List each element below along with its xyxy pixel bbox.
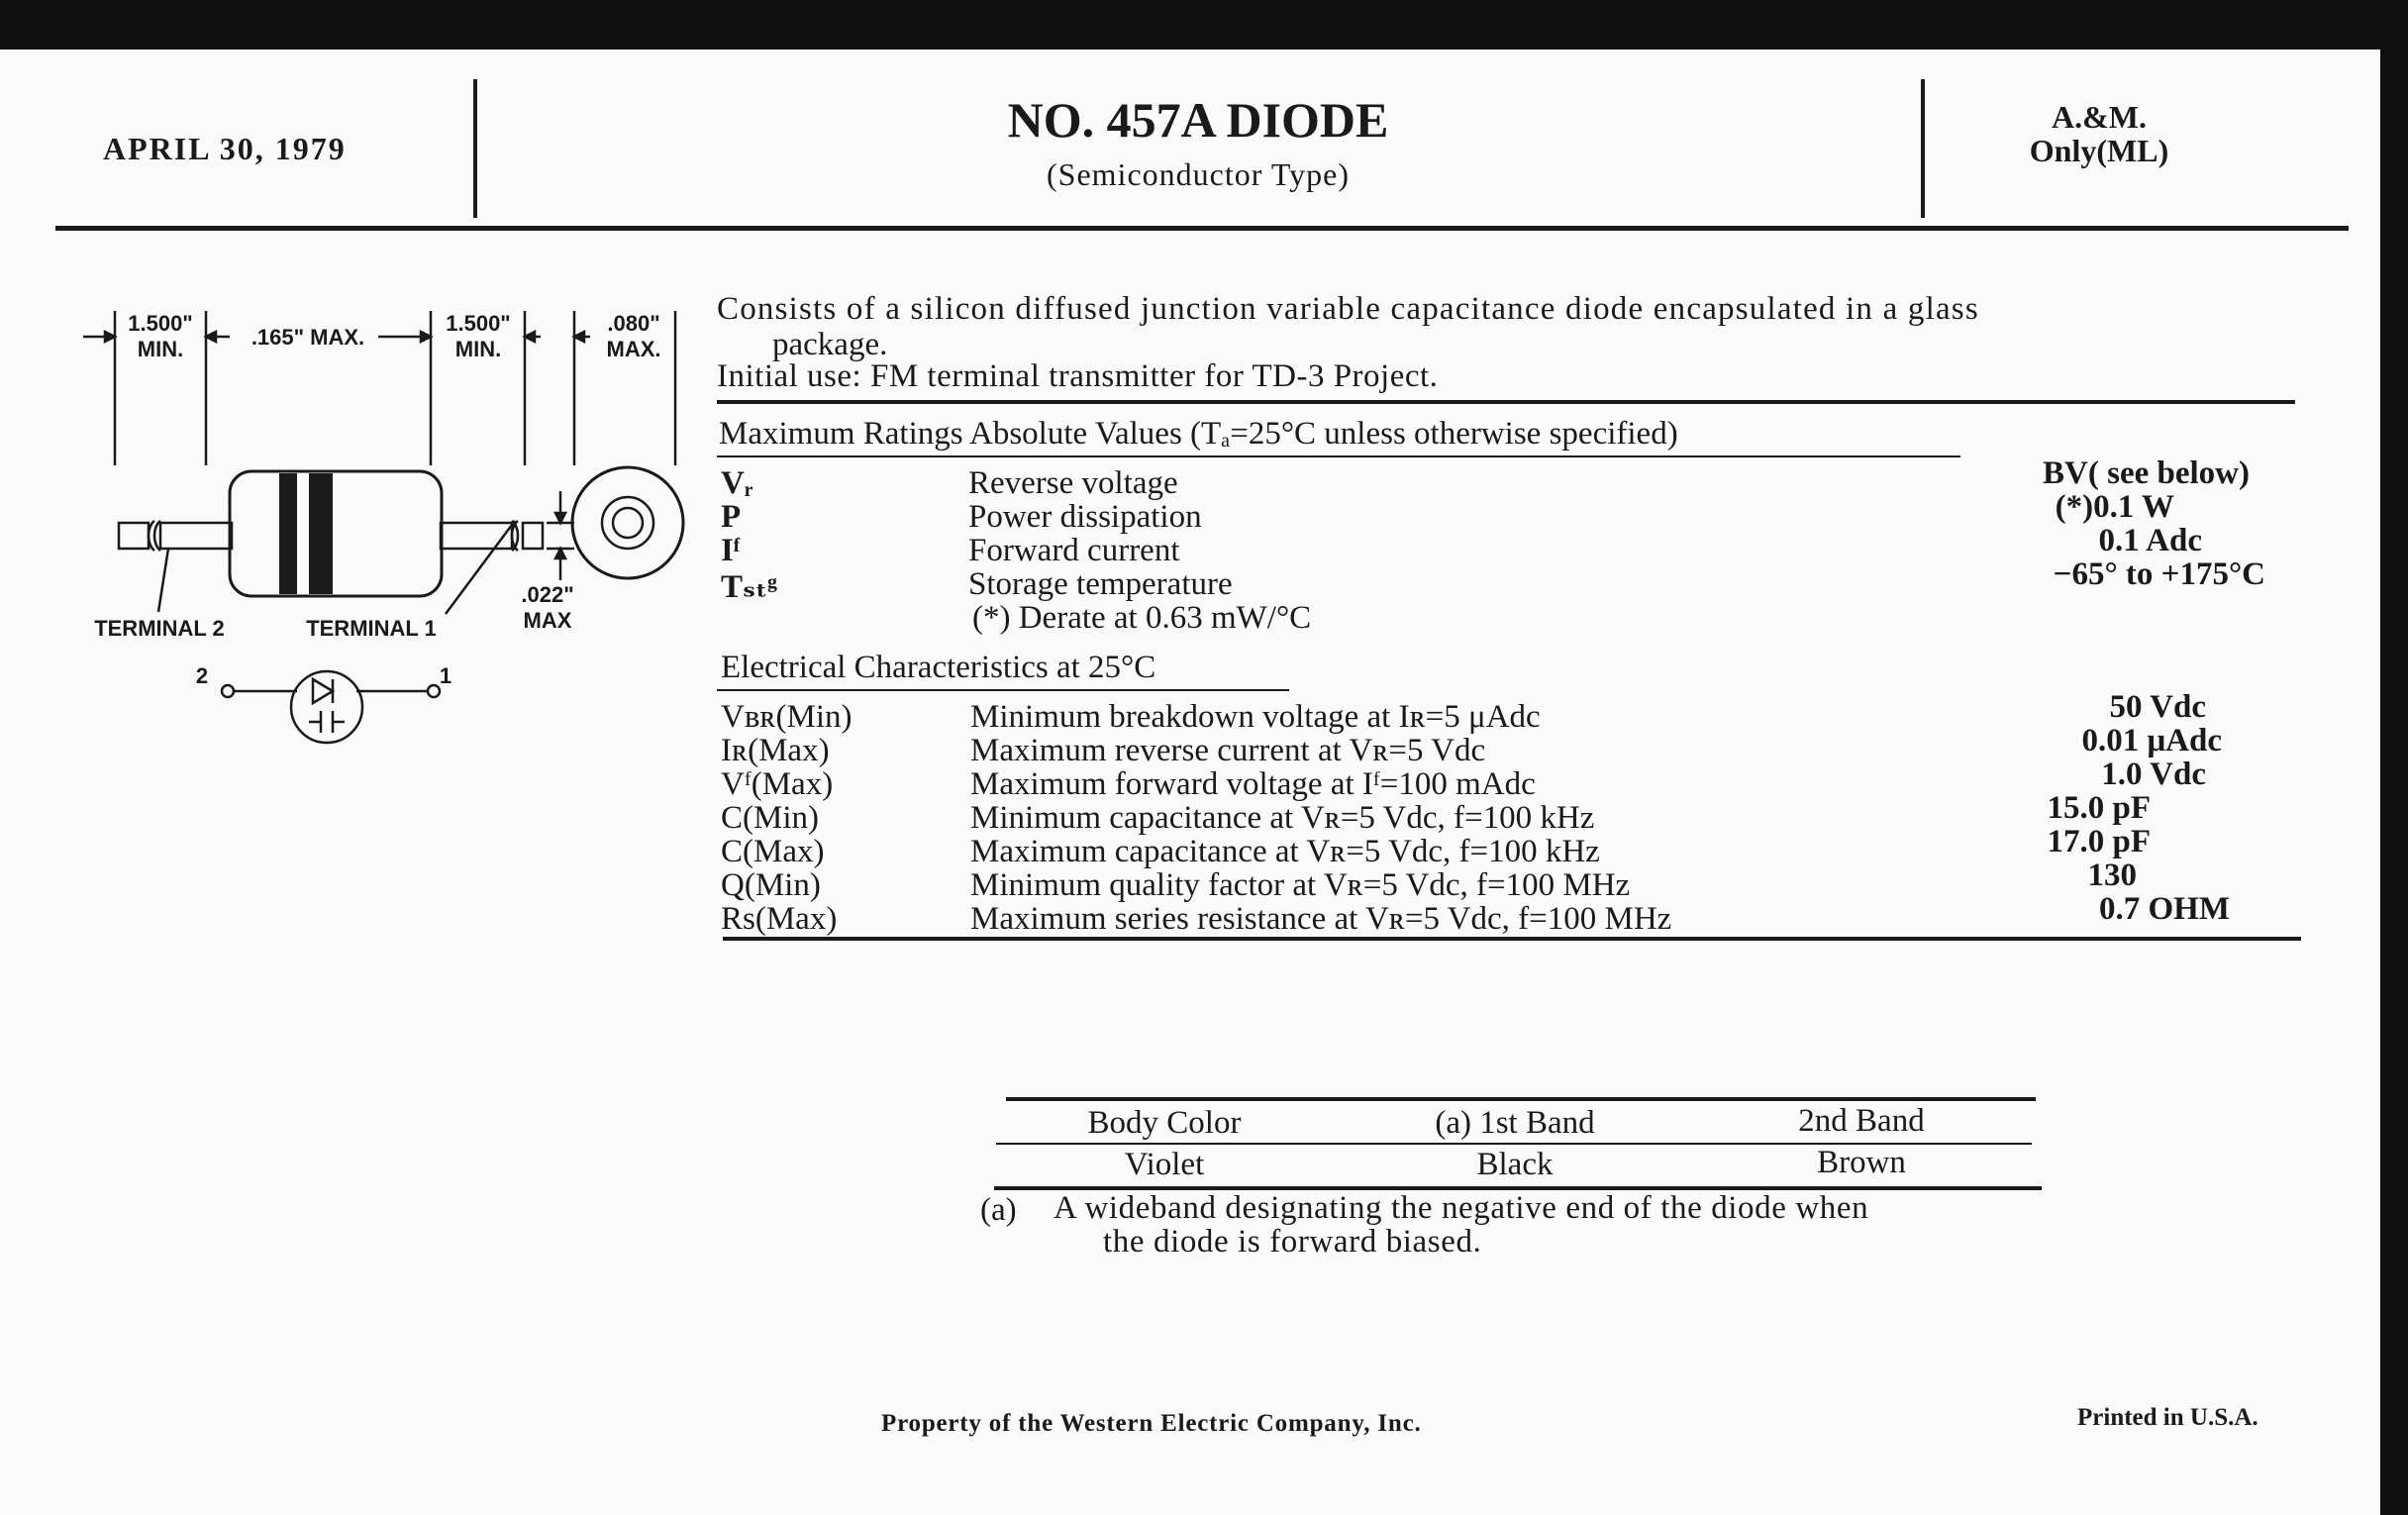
color-table-header: (a) 1st Band (1435, 1105, 1595, 1141)
electrical-description: Minimum breakdown voltage at Iʀ=5 μAdc (970, 699, 1541, 735)
header-rule (55, 226, 2349, 231)
color-table-header: 2nd Band (1798, 1103, 1925, 1139)
electrical-description: Maximum reverse current at Vʀ=5 Vdc (970, 733, 1486, 768)
max-ratings-heading: Maximum Ratings Absolute Values (Tₐ=25°C unless otherwise specified) (719, 416, 1678, 452)
header-code-line2: Only(ML) (2029, 133, 2169, 168)
color-table-value: Black (1476, 1147, 1554, 1182)
dim-body: .165" MAX. (251, 325, 365, 350)
max-rating-symbol: Iᶠ (721, 533, 741, 568)
diode-outline-drawing (59, 297, 693, 753)
scan-right-edge (2380, 0, 2408, 1515)
electrical-heading: Electrical Characteristics at 25°C (721, 650, 1156, 685)
terminal-1-label: TERMINAL 1 (306, 616, 437, 641)
electrical-symbol: C(Max) (721, 834, 825, 869)
color-note-line-2: the diode is forward biased. (1103, 1224, 1482, 1260)
page-title: NO. 457A DIODE (1007, 92, 1389, 148)
description-line-3: Initial use: FM terminal transmitter for TD-3 Project. (717, 358, 1439, 394)
electrical-symbol: Rs(Max) (721, 901, 838, 937)
max-rating-value: (*)0.1 W (2055, 489, 2174, 525)
electrical-symbol: Vᶠ(Max) (721, 766, 834, 802)
max-rating-value: −65° to +175°C (2053, 556, 2265, 592)
max-rating-description: Forward current (968, 533, 1180, 568)
electrical-symbol: C(Min) (721, 800, 819, 836)
color-table-value: Brown (1817, 1145, 1906, 1180)
dim-lead-right-note: MIN. (454, 337, 502, 361)
electrical-value: 130 (2087, 858, 2137, 893)
max-rating-symbol: Tₛₜᵍ (721, 569, 778, 605)
electrical-description: Minimum quality factor at Vʀ=5 Vdc, f=100 MHz (970, 867, 1631, 903)
electrical-description: Minimum capacitance at Vʀ=5 Vdc, f=100 kHz (970, 800, 1595, 836)
description-line-1: Consists of a silicon diffused junction variable capacitance diode encapsulated in a glass (717, 291, 1979, 327)
electrical-description: Maximum forward voltage at Iᶠ=100 mAdc (970, 766, 1536, 802)
dim-end-view-value: .080" (607, 311, 660, 336)
derate-note: (*) Derate at 0.63 mW/°C (972, 600, 1312, 636)
description-line-2: package. (772, 327, 888, 362)
header-code-line1: A.&M. (2052, 99, 2147, 135)
symbol-pin-1: 1 (439, 663, 452, 688)
electrical-value: 15.0 pF (2047, 790, 2151, 826)
terminal-2-label: TERMINAL 2 (94, 616, 225, 641)
electrical-value: 50 Vdc (2109, 689, 2206, 725)
color-table-top-rule (1006, 1097, 2036, 1101)
page-subtitle: (Semiconductor Type) (1047, 156, 1350, 192)
symbol-pin-2: 2 (195, 663, 209, 688)
header-divider-right (1921, 79, 1925, 218)
max-rating-value: BV( see below) (2043, 455, 2250, 491)
electrical-value: 0.7 OHM (2099, 891, 2230, 927)
electrical-value: 1.0 Vdc (2101, 757, 2206, 792)
electrical-symbol: Vʙʀ(Min) (721, 699, 853, 735)
dim-lead-diameter-note: MAX (523, 608, 572, 633)
footer-property: Property of the Western Electric Company, Inc. (881, 1410, 1422, 1437)
max-rating-description: Storage temperature (968, 566, 1233, 602)
data-sheet-card (0, 50, 2380, 1515)
max-rating-symbol: Vᵣ (721, 465, 753, 501)
dim-end-view-note: MAX. (606, 337, 661, 361)
color-note-label: (a) (980, 1192, 1017, 1228)
max-rating-description: Power dissipation (968, 499, 1202, 535)
electrical-description: Maximum capacitance at Vʀ=5 Vdc, f=100 kHz (970, 834, 1600, 869)
header-divider-left (473, 79, 477, 218)
max-ratings-heading-underline (717, 455, 1960, 457)
max-rating-symbol: P (721, 499, 742, 535)
max-rating-value: 0.1 Adc (2098, 523, 2202, 558)
electrical-symbol: Iʀ(Max) (721, 733, 830, 768)
electrical-bottom-rule (723, 937, 2301, 941)
description-rule (717, 400, 2295, 404)
electrical-heading-underline (717, 689, 1289, 691)
electrical-value: 17.0 pF (2047, 824, 2151, 859)
dim-lead-right-value: 1.500" (446, 311, 511, 336)
electrical-symbol: Q(Min) (721, 867, 821, 903)
dim-lead-diameter-value: .022" (521, 582, 574, 607)
dim-lead-left-value: 1.500" (128, 311, 193, 336)
dim-lead-left-note: MIN. (137, 337, 184, 361)
color-table-value: Violet (1124, 1147, 1205, 1182)
electrical-description: Maximum series resistance at Vʀ=5 Vdc, f=100 MHz (970, 901, 1672, 937)
footer-printed: Printed in U.S.A. (2077, 1404, 2258, 1431)
max-rating-description: Reverse voltage (968, 465, 1178, 501)
color-note-line-1: A wideband designating the negative end of the diode when (1054, 1190, 1869, 1226)
color-table-header: Body Color (1087, 1105, 1242, 1141)
header-date: APRIL 30, 1979 (103, 131, 347, 166)
electrical-value: 0.01 μAdc (2081, 723, 2222, 758)
scan-top-edge (0, 0, 2408, 50)
